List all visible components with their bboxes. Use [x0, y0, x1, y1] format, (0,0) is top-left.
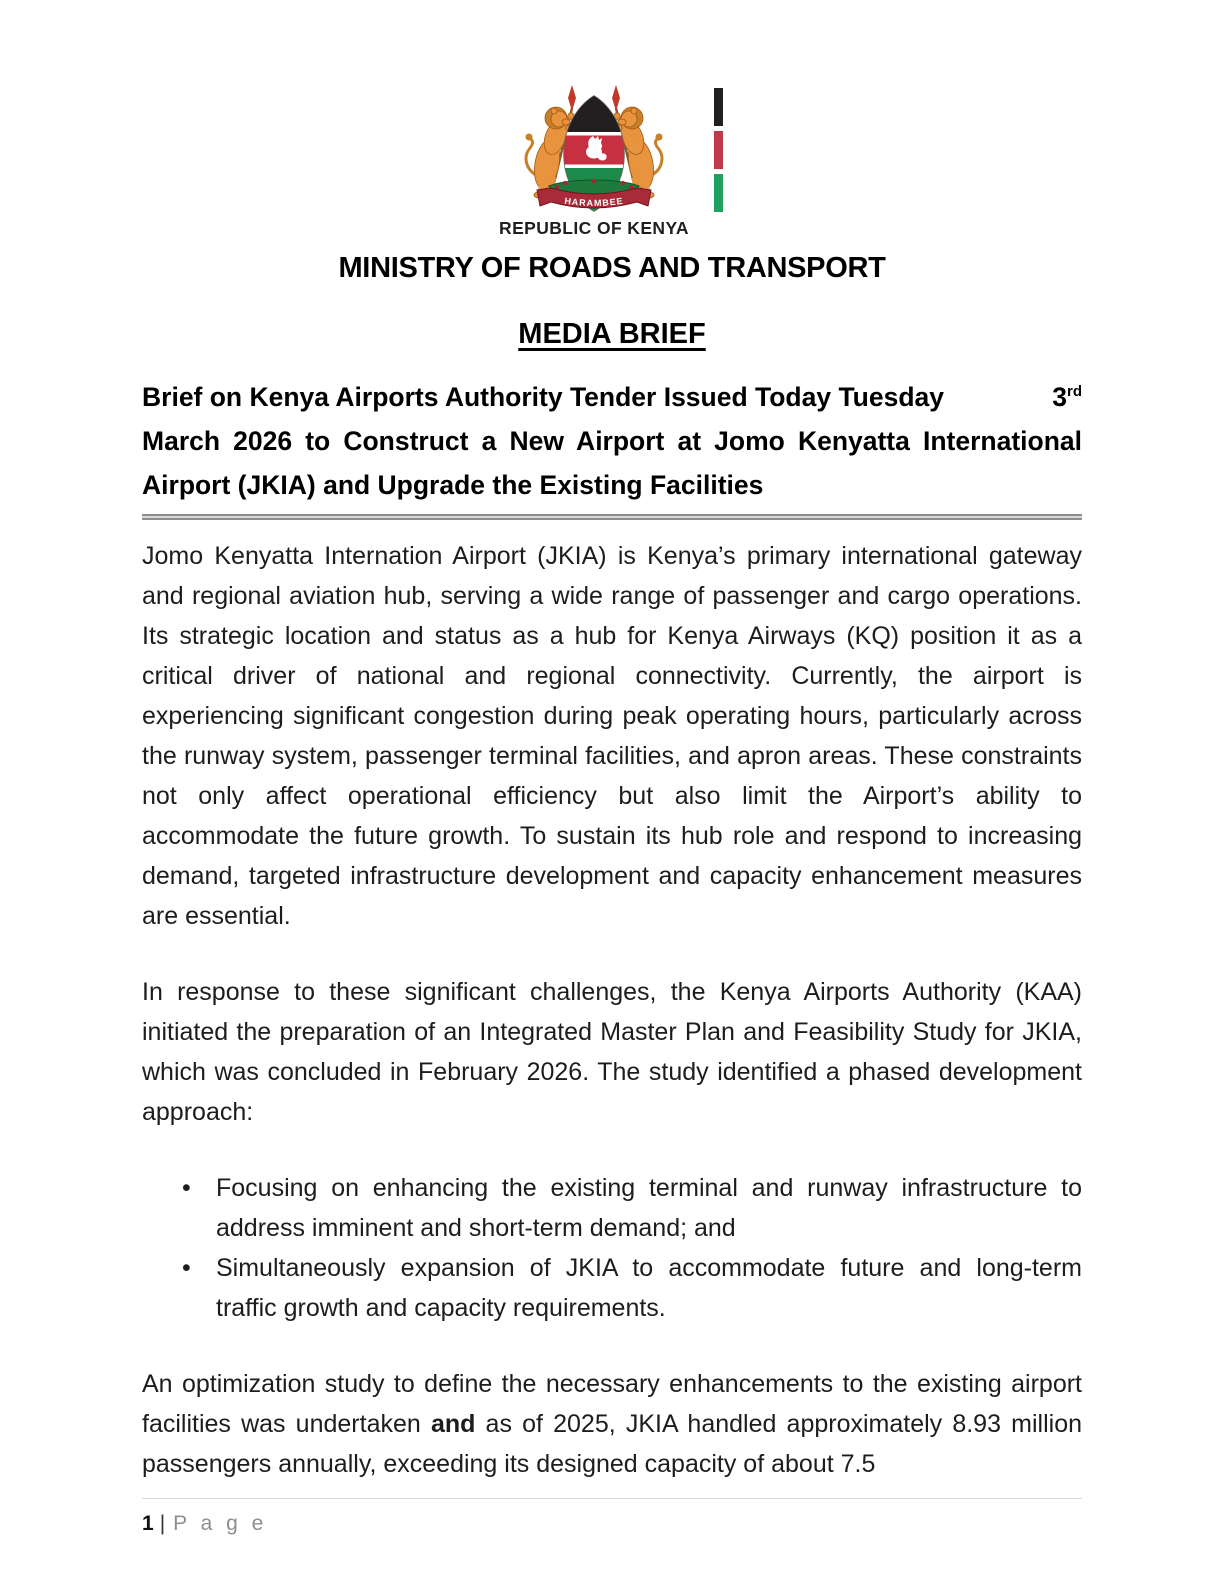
- bullet-icon: •: [182, 1174, 191, 1202]
- title-divider: [142, 514, 1082, 520]
- closing-before: An optimization study to define the necessary enhancements to the existing airport facilities was undertaken: [142, 1370, 1082, 1438]
- kenya-flag-stripe-icon: [714, 88, 723, 217]
- kenya-emblem-block: [499, 84, 689, 239]
- doc-type-title: MEDIA BRIEF: [518, 318, 706, 350]
- paragraph-1: Jomo Kenyatta Internation Airport (JKIA) is Kenya’s primary international gateway and regional aviation hub, serving a wide range of passenger and cargo operations. Its strategic location and status as a hub for Kenya Airways (KQ) position it as a critical driver of national and regional connectivity. Currently, the airport is experiencing significant congestion during peak operating hours, particularly across the runway system, passenger terminal facilities, and apron areas. These constraints not only affect operational efficiency but also limit the Airport’s ability to accommodate the future growth. To sustain its hub role and respond to increasing demand, targeted infrastructure development and capacity enhancement measures are essential.: [142, 542, 1082, 930]
- footer-page-word: P a g e: [173, 1512, 268, 1535]
- brief-title-line1-row: [142, 375, 1082, 419]
- document-body: [142, 375, 1082, 1544]
- harambee-banner-text: HARAMBEE: [563, 195, 625, 209]
- page-footer: [142, 1498, 1082, 1544]
- bullet-list: [142, 1168, 1082, 1328]
- brief-title: [142, 375, 1082, 507]
- page-number: 1: [142, 1512, 154, 1535]
- brief-title-line1: Brief on Kenya Airports Authority Tender Issued Today Tuesday: [142, 382, 945, 412]
- closing-bold-word: and: [430, 1410, 476, 1438]
- bullet-icon: •: [182, 1254, 191, 1282]
- kenya-coat-of-arms-icon: [499, 84, 689, 216]
- paragraph-2: In response to these significant challenges, the Kenya Airports Authority (KAA) initiated the preparation of an Integrated Master Plan and Feasibility Study for JKIA, which was concluded in February 2026. The study identified a phased development approach:: [142, 978, 1082, 1126]
- date-number: 3: [1052, 382, 1067, 412]
- stripe-red: [714, 131, 723, 169]
- list-item: [142, 1248, 1082, 1328]
- bullet-text-1: Focusing on enhancing the existing terminal and runway infrastructure to address imminent and short-term demand; and: [216, 1174, 1082, 1242]
- paragraph-3: [142, 1364, 1082, 1484]
- date-suffix: rd: [1067, 383, 1082, 401]
- document-header: [0, 0, 1224, 351]
- emblem-caption: REPUBLIC OF KENYA: [499, 218, 689, 238]
- bullet-text-2: Simultaneously expansion of JKIA to accommodate future and long-term traffic growth and capacity requirements.: [216, 1254, 1082, 1322]
- footer-separator: |: [159, 1512, 166, 1535]
- closing-after: as of 2025, JKIA handled approximately 8.93 million passengers annually, exceeding its designed capacity of about 7.5: [142, 1410, 1082, 1478]
- stripe-green: [714, 174, 723, 212]
- ministry-title: MINISTRY OF ROADS AND TRANSPORT: [338, 252, 886, 284]
- stripe-black: [714, 88, 723, 126]
- brief-title-rest: March 2026 to Construct a New Airport at Jomo Kenyatta International Airport (JKIA) and Upgrade the Existing Facilities: [142, 426, 1082, 500]
- list-item: [142, 1168, 1082, 1248]
- brief-title-date: [1052, 375, 1082, 419]
